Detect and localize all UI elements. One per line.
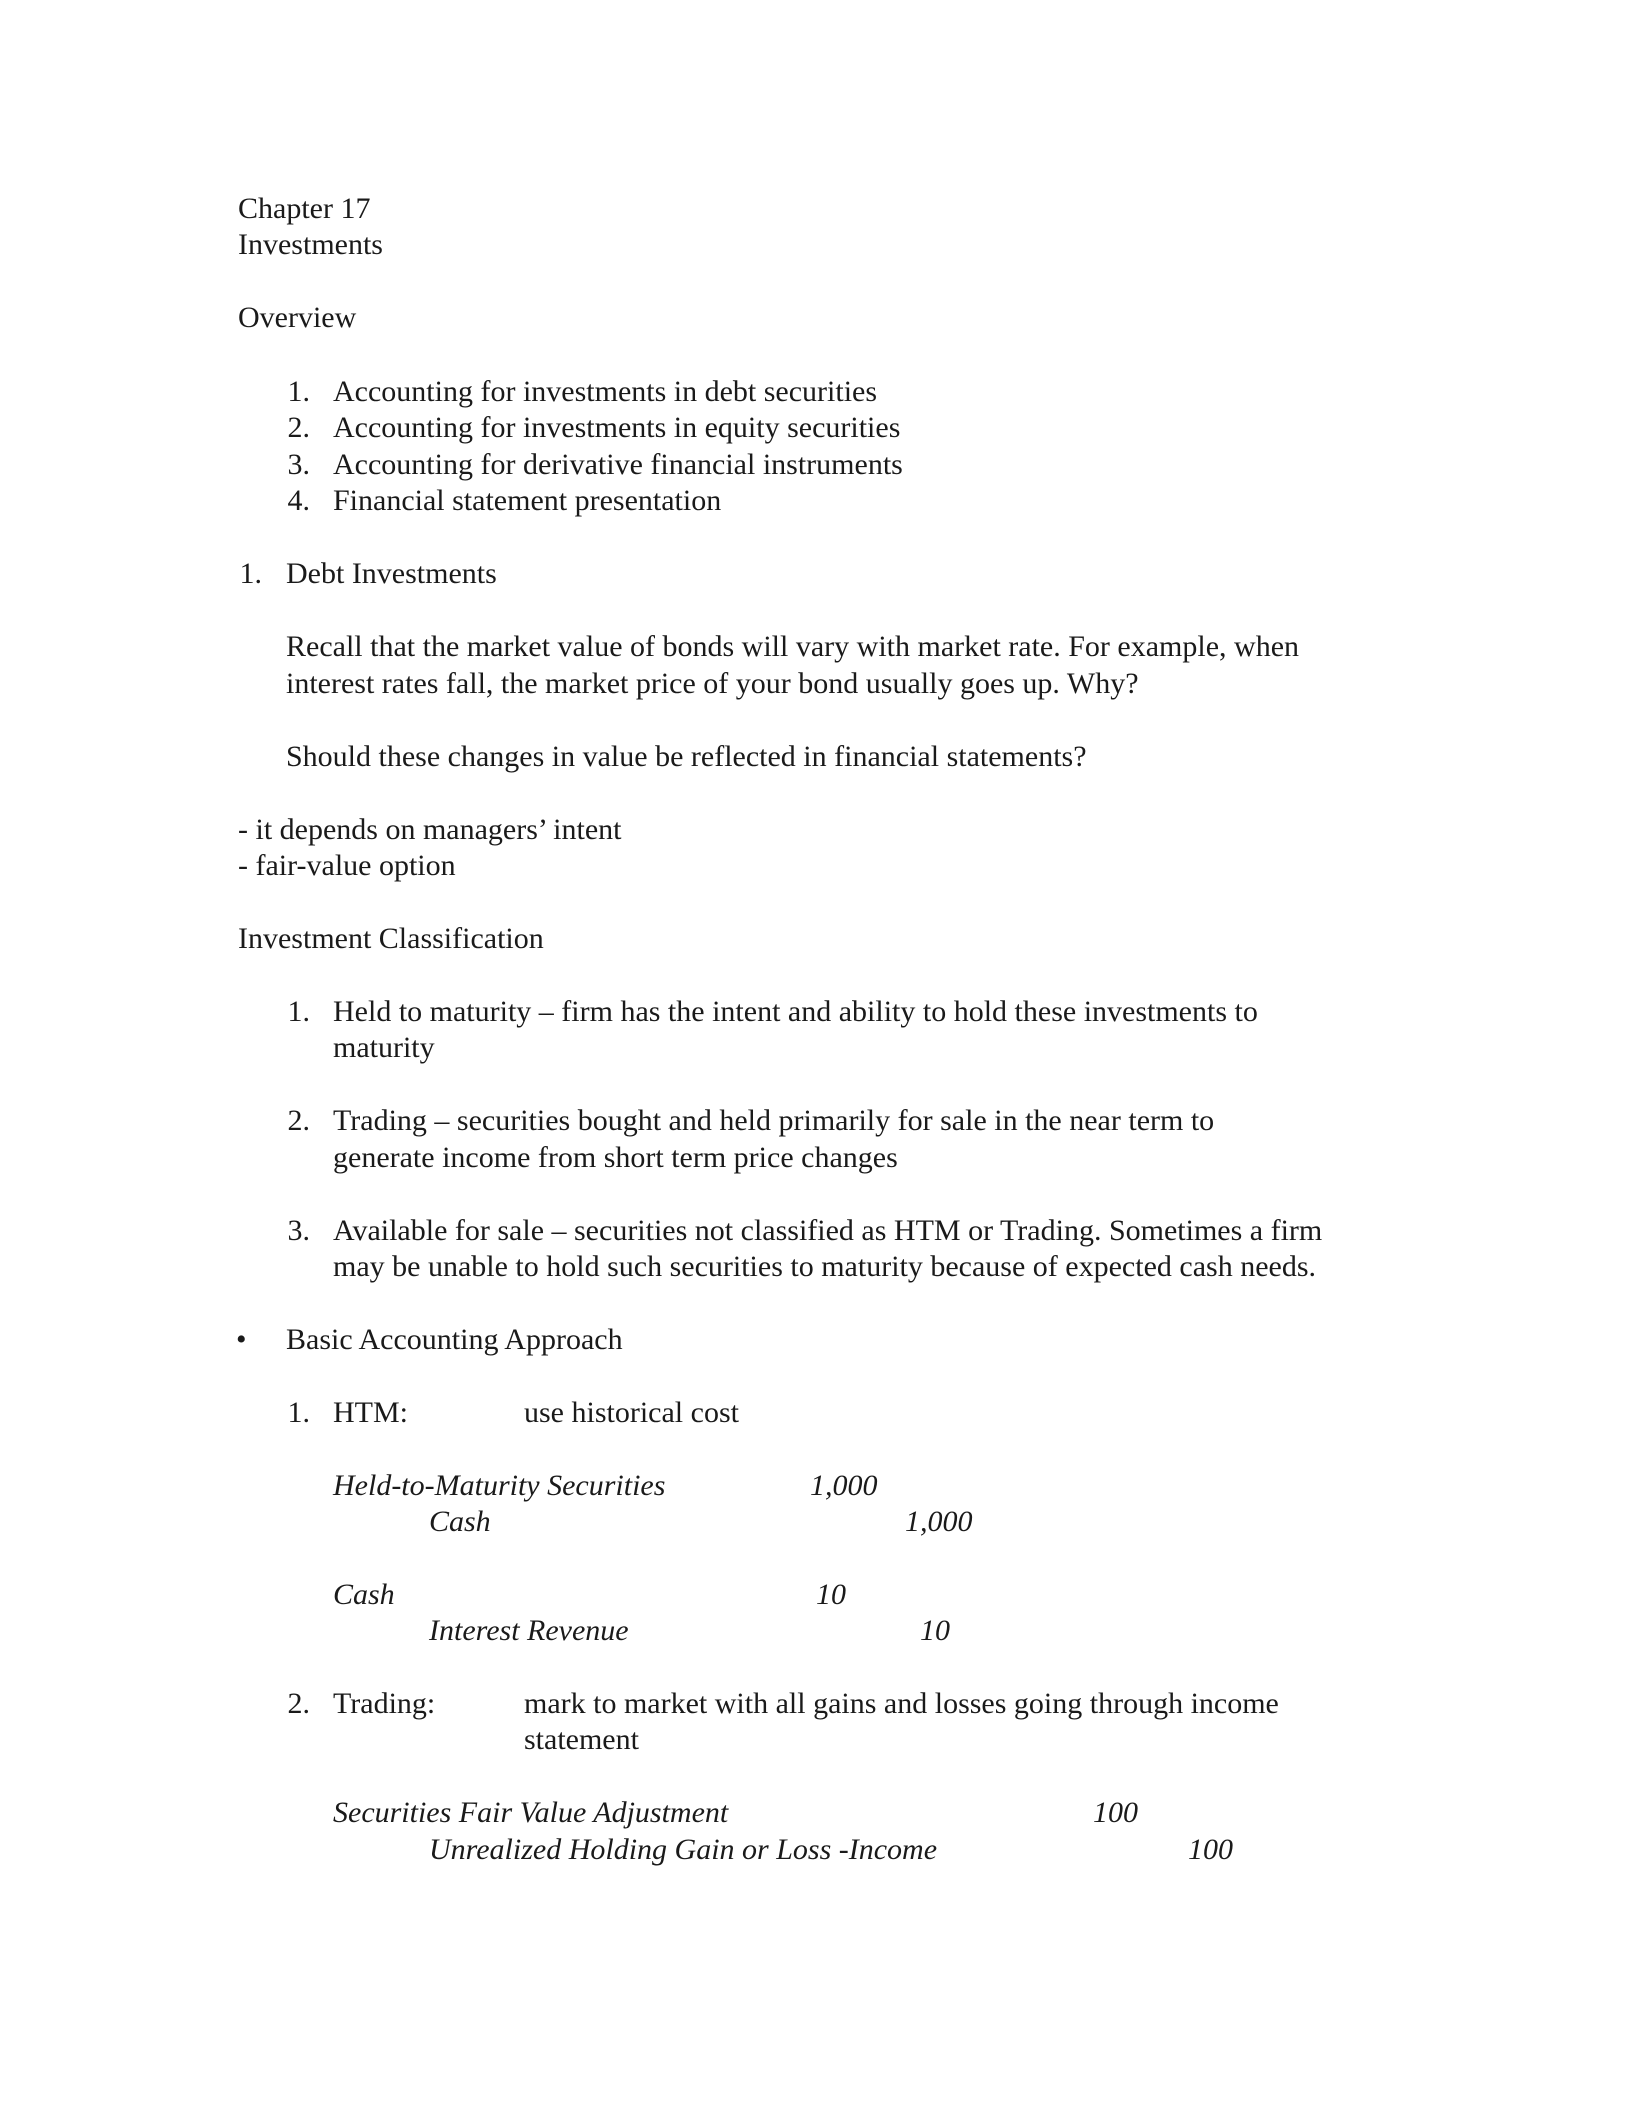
approach-item-label: HTM: bbox=[333, 1396, 408, 1429]
overview-heading: Overview bbox=[238, 301, 357, 334]
approach-item-description: use historical cost bbox=[524, 1396, 739, 1429]
overview-item-number: 4. bbox=[287, 484, 310, 517]
approach-item-description: mark to market with all gains and losses going through income bbox=[524, 1687, 1279, 1720]
paragraph-line: interest rates fall, the market price of your bond usually goes up. Why? bbox=[286, 667, 1139, 700]
chapter-number: Chapter 17 bbox=[238, 192, 371, 225]
classification-item-line: Available for sale – securities not classified as HTM or Trading. Sometimes a firm bbox=[333, 1214, 1323, 1247]
overview-item-text: Financial statement presentation bbox=[333, 484, 722, 517]
journal-debit-account: Held-to-Maturity Securities bbox=[333, 1469, 666, 1502]
classification-heading: Investment Classification bbox=[238, 922, 544, 955]
journal-credit-account: Interest Revenue bbox=[429, 1614, 629, 1647]
journal-credit-amount: 100 bbox=[1188, 1833, 1233, 1866]
approach-item-number: 1. bbox=[287, 1396, 310, 1429]
journal-debit-amount: 100 bbox=[1093, 1796, 1138, 1829]
overview-item-number: 2. bbox=[287, 411, 310, 444]
journal-debit-account: Cash bbox=[333, 1578, 395, 1611]
classification-item-line: generate income from short term price changes bbox=[333, 1141, 898, 1174]
journal-credit-account: Cash bbox=[429, 1505, 491, 1538]
overview-item-text: Accounting for derivative financial instruments bbox=[333, 448, 903, 481]
journal-credit-account: Unrealized Holding Gain or Loss -Income bbox=[429, 1833, 938, 1866]
classification-item-line: may be unable to hold such securities to maturity because of expected cash needs. bbox=[333, 1250, 1316, 1283]
overview-item-number: 3. bbox=[287, 448, 310, 481]
overview-item-text: Accounting for investments in debt securities bbox=[333, 375, 878, 408]
overview-item-number: 1. bbox=[287, 375, 310, 408]
approach-item-description: statement bbox=[524, 1723, 639, 1756]
journal-debit-amount: 1,000 bbox=[810, 1469, 878, 1502]
classification-item-number: 2. bbox=[287, 1104, 310, 1137]
journal-debit-amount: 10 bbox=[816, 1578, 846, 1611]
classification-item-number: 1. bbox=[287, 995, 310, 1028]
approach-item-number: 2. bbox=[287, 1687, 310, 1720]
overview-item-text: Accounting for investments in equity securities bbox=[333, 411, 901, 444]
journal-debit-account: Securities Fair Value Adjustment bbox=[333, 1796, 729, 1829]
dash-item: - it depends on managers’ intent bbox=[238, 813, 622, 846]
section-number: 1. bbox=[239, 557, 262, 590]
bullet-icon: • bbox=[236, 1323, 247, 1356]
approach-heading: Basic Accounting Approach bbox=[286, 1323, 623, 1356]
paragraph-line: Should these changes in value be reflected in financial statements? bbox=[286, 740, 1087, 773]
chapter-title: Investments bbox=[238, 228, 383, 261]
classification-item-line: Trading – securities bought and held primarily for sale in the near term to bbox=[333, 1104, 1215, 1137]
section-heading: Debt Investments bbox=[286, 557, 497, 590]
journal-credit-amount: 10 bbox=[920, 1614, 950, 1647]
paragraph-line: Recall that the market value of bonds will vary with market rate. For example, when bbox=[286, 630, 1300, 663]
dash-item: - fair-value option bbox=[238, 849, 456, 882]
approach-item-label: Trading: bbox=[333, 1687, 436, 1720]
classification-item-number: 3. bbox=[287, 1214, 310, 1247]
classification-item-line: Held to maturity – firm has the intent and ability to hold these investments to bbox=[333, 995, 1258, 1028]
classification-item-line: maturity bbox=[333, 1031, 435, 1064]
journal-credit-amount: 1,000 bbox=[905, 1505, 973, 1538]
